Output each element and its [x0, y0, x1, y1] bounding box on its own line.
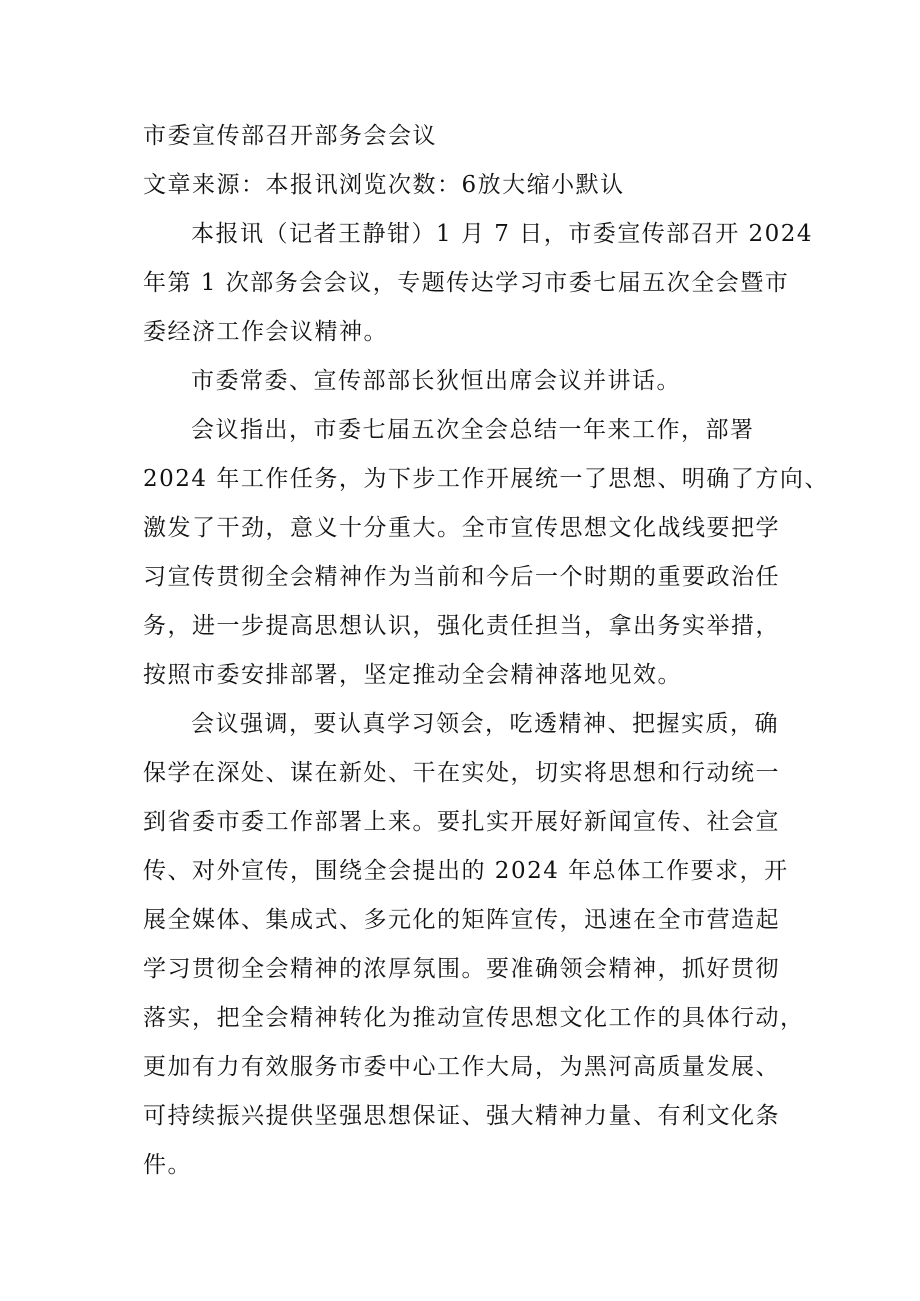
article-title: 市委宣传部召开部务会会议	[143, 123, 437, 149]
paragraph-line: 展全媒体、集成式、多元化的矩阵宣传，迅速在全市营造起	[143, 907, 780, 933]
paragraph-2	[143, 357, 795, 406]
paragraph-line: 习宣传贯彻全会精神作为当前和今后一个时期的重要政治任	[143, 564, 780, 590]
zoom-out-link[interactable]: 缩小	[526, 172, 576, 198]
zoom-default-link[interactable]: 默认	[575, 172, 625, 198]
zoom-in-link[interactable]: 放大	[477, 172, 527, 198]
paragraph-line: 本报讯（记者王静钳）1 月 7 日，市委宣传部召开 2024	[191, 221, 814, 247]
paragraph-line: 到省委市委工作部署上来。要扎实开展好新闻宣传、社会宣	[143, 809, 780, 835]
paragraph-line: 按照市委安排部署，坚定推动全会精神落地见效。	[143, 662, 682, 688]
paragraph-line: 2024 年工作任务，为下步工作开展统一了思想、明确了方向、	[143, 466, 829, 492]
views-label: 浏览次数：	[339, 172, 462, 198]
paragraph-line: 市委常委、宣传部部长狄恒出席会议并讲话。	[191, 368, 681, 394]
paragraph-line: 件。	[143, 1152, 192, 1178]
paragraph-line: 委经济工作会议精神。	[143, 319, 388, 345]
paragraph-line: 传、对外宣传，围绕全会提出的 2024 年总体工作要求，开	[143, 858, 789, 884]
paragraph-line: 保学在深处、谋在新处、干在实处，切实将思想和行动统一	[143, 760, 780, 786]
article-body	[143, 112, 829, 1190]
paragraph-line: 会议指出，市委七届五次全会总结一年来工作，部署	[191, 417, 755, 443]
paragraph-3	[143, 406, 829, 700]
source-value: 本报讯	[265, 172, 339, 198]
paragraph-1	[143, 210, 814, 357]
paragraph-line: 更加有力有效服务市委中心工作大局，为黑河高质量发展、	[143, 1054, 780, 1080]
paragraph-line: 学习贯彻全会精神的浓厚氛围。要准确领会精神，抓好贯彻	[143, 956, 780, 982]
article-meta	[143, 161, 795, 210]
paragraph-line: 激发了干劲，意义十分重大。全市宣传思想文化战线要把学	[143, 515, 780, 541]
source-label: 文章来源：	[143, 172, 266, 198]
paragraph-line: 可持续振兴提供坚强思想保证、强大精神力量、有利文化条	[143, 1103, 780, 1129]
paragraph-line: 会议强调，要认真学习领会，吃透精神、把握实质，确	[191, 711, 779, 737]
paragraph-4	[143, 700, 805, 1190]
views-count: 6	[461, 172, 478, 198]
paragraph-line: 落实，把全会精神转化为推动宣传思想文化工作的具体行动，	[143, 1005, 805, 1031]
paragraph-line: 务，进一步提高思想认识，强化责任担当，拿出务实举措，	[143, 613, 780, 639]
paragraph-line: 年第 1 次部务会会议，专题传达学习市委七届五次全会暨市	[143, 270, 790, 296]
